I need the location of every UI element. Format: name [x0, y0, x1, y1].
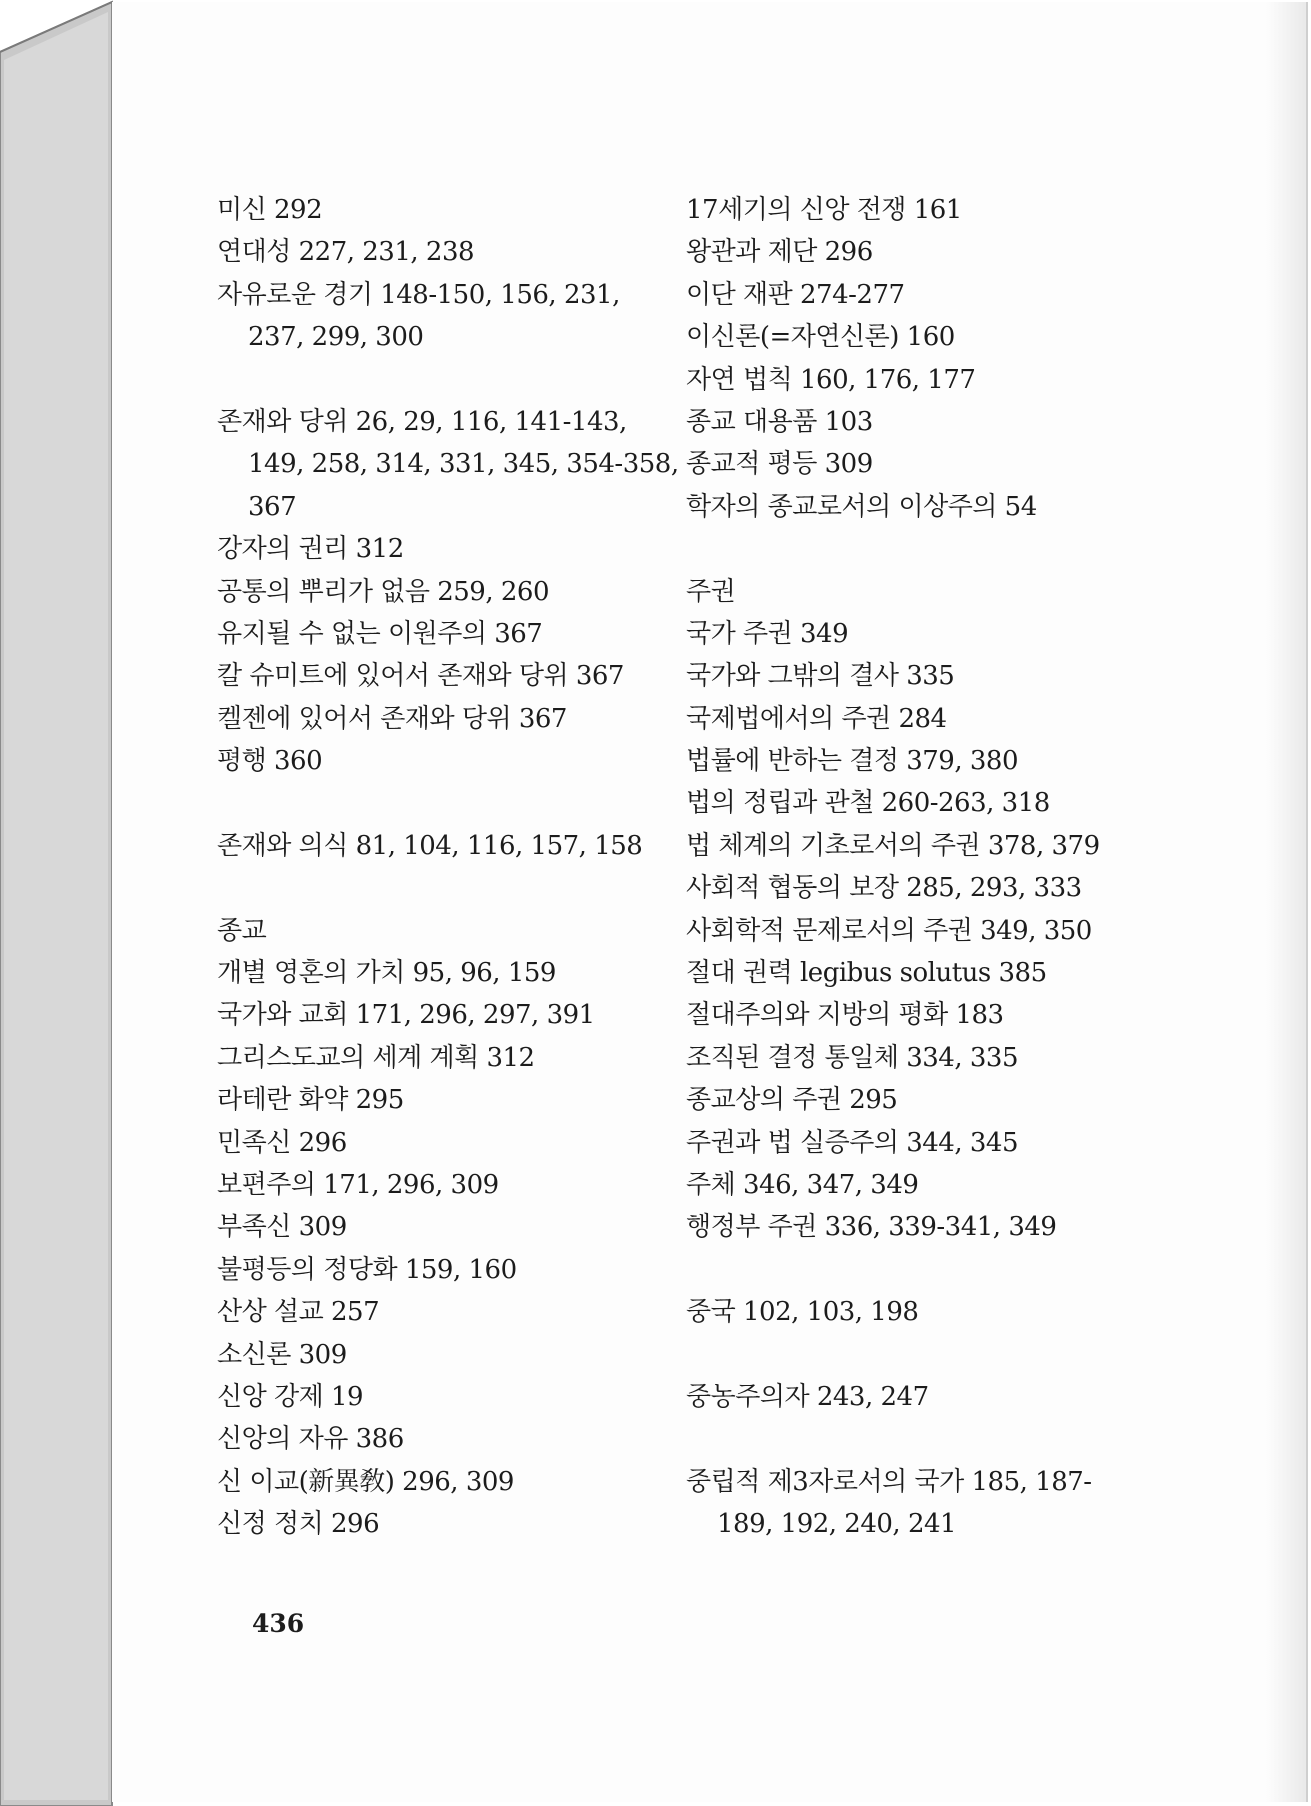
- index-entry: 강자의 권리 312: [217, 534, 404, 565]
- index-entry: 신 이교(新異敎) 296, 309: [217, 1466, 514, 1497]
- index-entry: 산상 설교 257: [217, 1297, 380, 1328]
- index-spacer: [217, 867, 652, 909]
- index-entry: 종교 대용품 103: [686, 406, 873, 437]
- index-entry: 행정부 주권 336, 339-341, 349: [686, 1212, 1057, 1243]
- index-entry: 절대 권력 legibus solutus 385: [686, 958, 1047, 989]
- index-entry: 367: [248, 491, 297, 522]
- index-entry: 이신론(=자연신론) 160: [686, 322, 955, 353]
- index-entry: 국가와 교회 171, 296, 297, 391: [217, 1000, 595, 1031]
- index-spacer: [686, 1418, 1126, 1460]
- index-entry: 존재와 당위 26, 29, 116, 141-143,: [217, 406, 627, 437]
- index-entry: 보편주의 171, 296, 309: [217, 1169, 499, 1200]
- index-entry: 미신 292: [217, 195, 323, 225]
- index-entry: 국제법에서의 주권 284: [686, 703, 947, 734]
- index-entry: 자유로운 경기 148-150, 156, 231,: [217, 279, 620, 310]
- index-entry: 신앙의 자유 386: [217, 1424, 404, 1455]
- index-entry: 유지될 수 없는 이원주의 367: [217, 618, 543, 649]
- index-entry: 주권과 법 실증주의 344, 345: [686, 1127, 1019, 1158]
- index-entry: 존재와 의식 81, 104, 116, 157, 158: [217, 830, 643, 861]
- index-entry: 학자의 종교로서의 이상주의 54: [686, 491, 1037, 522]
- index-entry: 국가 주권 349: [686, 618, 849, 649]
- index-entry: 189, 192, 240, 241: [717, 1509, 957, 1540]
- index-entry: 조직된 결정 통일체 334, 335: [686, 1042, 1019, 1073]
- index-left-column: [217, 189, 679, 1546]
- index-entry: 민족신 296: [217, 1127, 347, 1158]
- index-entry: 연대성 227, 231, 238: [217, 237, 475, 268]
- index-entry: 켈젠에 있어서 존재와 당위 367: [217, 703, 567, 734]
- index-entry: 공통의 뿌리가 없음 259, 260: [217, 576, 550, 607]
- index-entry: 불평등의 정당화 159, 160: [217, 1254, 517, 1285]
- index-entry: 종교적 평등 309: [686, 449, 873, 480]
- index-entry: 법 체계의 기초로서의 주권 378, 379: [686, 830, 1100, 861]
- index-entry: 국가와 그밖의 결사 335: [686, 661, 955, 692]
- index-entry: 그리스도교의 세계 계획 312: [217, 1042, 535, 1073]
- index-entry: 왕관과 제단 296: [686, 237, 873, 268]
- index-spacer: [217, 782, 652, 824]
- index-entry: 237, 299, 300: [248, 322, 424, 353]
- index-entry: 중농주의자 243, 247: [686, 1381, 929, 1412]
- index-entry: 칼 슈미트에 있어서 존재와 당위 367: [217, 661, 624, 692]
- index-entry: 중립적 제3자로서의 국가 185, 187-: [686, 1466, 1092, 1497]
- index-spacer: [686, 1334, 1126, 1376]
- index-entry: 절대주의와 지방의 평화 183: [686, 1000, 1004, 1031]
- index-spacer: [686, 528, 1126, 570]
- index-entry: 라테란 화약 295: [217, 1085, 404, 1116]
- index-entry: 주체 346, 347, 349: [686, 1169, 919, 1200]
- index-entry: 중국 102, 103, 198: [686, 1297, 919, 1328]
- index-spacer: [686, 1249, 1126, 1291]
- index-entry: 149, 258, 314, 331, 345, 354-358,: [248, 449, 679, 480]
- index-entry: 신정 정치 296: [217, 1509, 380, 1540]
- index-entry: 이단 재판 274-277: [686, 279, 905, 310]
- index-entry: 개별 영혼의 가치 95, 96, 159: [217, 958, 556, 989]
- page-edge-shadow: [1266, 2, 1306, 1802]
- index-entry: 법률에 반하는 결정 379, 380: [686, 746, 1019, 777]
- page-number: 436: [252, 1609, 305, 1638]
- index-right-column: [686, 189, 1126, 1546]
- index-entry: 소신론 309: [217, 1339, 347, 1370]
- index-entry: 신앙 강제 19: [217, 1381, 364, 1412]
- index-entry: 종교상의 주권 295: [686, 1085, 898, 1116]
- index-entry: 부족신 309: [217, 1212, 347, 1243]
- index-entry: 사회적 협동의 보장 285, 293, 333: [686, 873, 1082, 904]
- index-entry: 사회학적 문제로서의 주권 349, 350: [686, 915, 1092, 946]
- index-entry: 자연 법칙 160, 176, 177: [686, 364, 976, 395]
- index-entry: 종교: [217, 915, 267, 946]
- index-entry: 주권: [686, 576, 736, 607]
- index-entry: 17세기의 신앙 전쟁 161: [686, 195, 962, 225]
- index-spacer: [217, 359, 652, 401]
- index-entry: 법의 정립과 관철 260-263, 318: [686, 788, 1050, 819]
- index-entry: 평행 360: [217, 746, 323, 777]
